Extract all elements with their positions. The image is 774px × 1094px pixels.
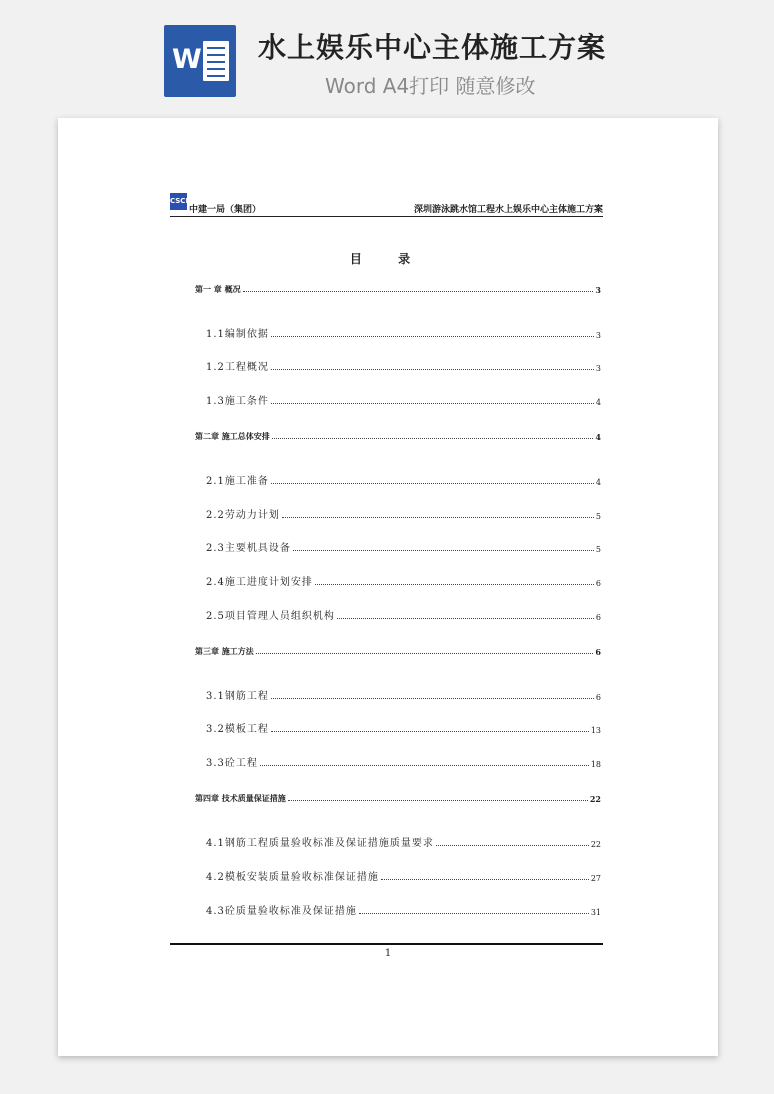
toc-leader-dots xyxy=(260,765,589,766)
toc-heading: 目 录 xyxy=(349,252,427,266)
toc-entry[interactable] xyxy=(206,358,601,373)
toc-entry[interactable] xyxy=(206,868,601,883)
document-subtitle: Word A4打印 随意修改 xyxy=(325,74,536,98)
toc-leader-dots xyxy=(271,336,594,337)
toc-entry[interactable] xyxy=(206,392,601,407)
toc-entry-page: 4 xyxy=(595,398,601,407)
toc-entry[interactable] xyxy=(206,902,601,917)
toc-entry-label: 3.2模板工程 xyxy=(206,724,269,735)
toc-leader-dots xyxy=(271,403,594,404)
company-logo-icon: CSCEC xyxy=(170,193,187,210)
toc-leader-dots xyxy=(271,483,594,484)
toc-leader-dots xyxy=(271,369,594,370)
document-page xyxy=(58,118,718,1056)
toc-entry-label: 1.2工程概况 xyxy=(206,362,269,373)
toc-leader-dots xyxy=(243,291,594,292)
word-document-icon xyxy=(164,25,236,97)
toc-entry-label: 2.2劳动力计划 xyxy=(206,510,280,521)
page-header xyxy=(170,196,603,217)
toc-entry-page: 31 xyxy=(590,908,601,917)
toc-entry[interactable] xyxy=(206,539,601,554)
toc-entry[interactable] xyxy=(195,284,601,295)
toc-entry[interactable] xyxy=(195,431,601,442)
toc-leader-dots xyxy=(271,698,594,699)
toc-leader-dots xyxy=(272,438,594,439)
toc-entry-label: 第三章 施工方法 xyxy=(195,646,254,656)
toc-entry-label: 第二章 施工总体安排 xyxy=(195,431,270,441)
toc-leader-dots xyxy=(381,879,589,880)
toc-entry[interactable] xyxy=(206,687,601,702)
toc-leader-dots xyxy=(359,913,589,914)
toc-entry-page: 13 xyxy=(590,726,601,735)
toc-entry[interactable] xyxy=(206,325,601,340)
document-title: 水上娱乐中心主体施工方案 xyxy=(258,31,607,64)
toc-entry-label: 2.1施工准备 xyxy=(206,476,269,487)
toc-entry-page: 6 xyxy=(595,647,601,657)
toc-entry-label: 2.5项目管理人员组织机构 xyxy=(206,611,335,622)
toc-entry-label: 1.1编制依据 xyxy=(206,329,269,340)
toc-entry[interactable] xyxy=(206,720,601,735)
toc-entry-label: 3.3砼工程 xyxy=(206,758,258,769)
toc-leader-dots xyxy=(337,618,594,619)
toc-entry-page: 6 xyxy=(595,579,601,588)
toc-entry-page: 22 xyxy=(589,794,601,804)
toc-entry-label: 4.1钢筋工程质量验收标准及保证措施质量要求 xyxy=(206,838,434,849)
toc-entry-page: 27 xyxy=(590,874,601,883)
word-letter: W xyxy=(172,44,202,75)
toc-entry-page: 22 xyxy=(590,840,601,849)
toc-entry[interactable] xyxy=(206,472,601,487)
toc-entry-page: 6 xyxy=(595,613,601,622)
toc-entry-page: 4 xyxy=(595,432,601,442)
toc-entry-page: 6 xyxy=(595,693,601,702)
toc-entry-label: 4.2模板安装质量验收标准保证措施 xyxy=(206,872,379,883)
toc-entry[interactable] xyxy=(195,646,601,657)
toc-entry[interactable] xyxy=(206,573,601,588)
toc-leader-dots xyxy=(436,845,589,846)
toc-leader-dots xyxy=(293,550,594,551)
header-project: 深圳游泳跳水馆工程水上娱乐中心主体施工方案 xyxy=(413,205,603,215)
toc-entry-label: 第四章 技术质量保证措施 xyxy=(195,793,286,803)
toc-entry[interactable] xyxy=(206,834,601,849)
toc-leader-dots xyxy=(288,800,588,801)
toc-entry-label: 2.4施工进度计划安排 xyxy=(206,577,313,588)
text-lines-icon xyxy=(203,41,229,81)
toc-entry-page: 5 xyxy=(595,512,601,521)
toc-entry-page: 5 xyxy=(595,545,601,554)
toc-entry[interactable] xyxy=(195,793,601,804)
toc-leader-dots xyxy=(271,731,589,732)
toc-entry-label: 1.3施工条件 xyxy=(206,396,269,407)
toc-entry-page: 18 xyxy=(590,760,601,769)
toc-entry[interactable] xyxy=(206,607,601,622)
toc-entry-label: 4.3砼质量验收标准及保证措施 xyxy=(206,906,357,917)
page-number: 1 xyxy=(384,948,392,959)
toc-entry[interactable] xyxy=(206,506,601,521)
footer-rule xyxy=(170,943,603,945)
toc-entry[interactable] xyxy=(206,754,601,769)
toc-entry-page: 3 xyxy=(595,364,601,373)
toc-entry-page: 3 xyxy=(595,285,601,295)
toc-leader-dots xyxy=(256,653,594,654)
header-company: 中建一局（集团） xyxy=(189,205,262,215)
banner xyxy=(0,0,774,118)
toc-leader-dots xyxy=(282,517,594,518)
toc-entry-label: 3.1钢筋工程 xyxy=(206,691,269,702)
toc-entry-label: 2.3主要机具设备 xyxy=(206,543,291,554)
toc-entry-page: 4 xyxy=(595,478,601,487)
toc-leader-dots xyxy=(315,584,594,585)
toc-entry-page: 3 xyxy=(595,331,601,340)
toc-entry-label: 第一 章 概况 xyxy=(195,284,241,294)
